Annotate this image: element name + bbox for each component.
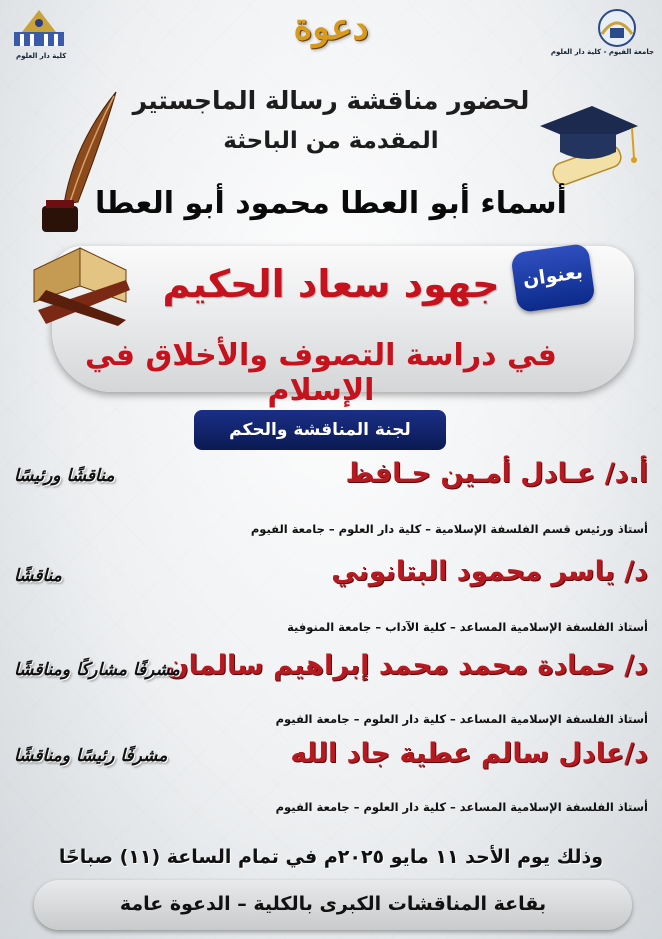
thesis-label-badge: بعنوان <box>510 243 596 313</box>
invitation-title: دعوة <box>293 6 369 48</box>
thesis-title-main: جهود سعاد الحكيم <box>162 262 500 306</box>
invitation-line-1: لحضور مناقشة رسالة الماجستير <box>132 86 530 115</box>
member-role: مناقشًا ورئيسًا <box>14 466 115 486</box>
member-affiliation: أستاذ ورئيس قسم الفلسفة الإسلامية – كلية دار العلوم – جامعة الفيوم <box>250 522 648 536</box>
logo-left-caption: كلية دار العلوم <box>16 52 67 60</box>
invitation-line-2: المقدمة من الباحثة <box>223 128 439 154</box>
committee-heading: لجنة المناقشة والحكم <box>194 410 446 450</box>
member-role: مشرفًا رئيسًا ومناقشًا <box>14 746 168 766</box>
member-role: مناقشًا <box>14 566 62 586</box>
member-name: أ.د/ عـادل أمـين حـافظ <box>345 458 648 489</box>
thesis-title-sub: في دراسة التصوف والأخلاق في الإسلام <box>85 338 557 408</box>
member-role: مشرفًا مشاركًا ومناقشًا <box>14 660 180 680</box>
researcher-name: أسماء أبو العطا محمود أبو العطا <box>95 186 567 221</box>
member-affiliation: أستاذ الفلسفة الإسلامية المساعد – كلية دار العلوم – جامعة الفيوم <box>275 712 648 726</box>
logo-right-caption: جامعة الفيوم - كلية دار العلوم <box>550 48 654 56</box>
event-date: وذلك يوم الأحد ١١ مايو ٢٠٢٥م في تمام الساعة (١١) صباحًا <box>58 846 604 868</box>
member-affiliation: أستاذ الفلسفة الإسلامية المساعد – كلية دار العلوم – جامعة الفيوم <box>275 800 648 814</box>
member-affiliation: أستاذ الفلسفة الإسلامية المساعد – كلية الآداب – جامعة المنوفية <box>287 620 648 634</box>
member-name: د/ ياسر محمود البتانوني <box>331 556 648 587</box>
event-venue: بقاعة المناقشات الكبرى بالكلية – الدعوة عامة <box>119 893 547 915</box>
member-name: د/عادل سالم عطية جاد الله <box>290 738 648 769</box>
member-name: د/ حمادة محمد محمد إبراهيم سالمان <box>165 650 648 681</box>
